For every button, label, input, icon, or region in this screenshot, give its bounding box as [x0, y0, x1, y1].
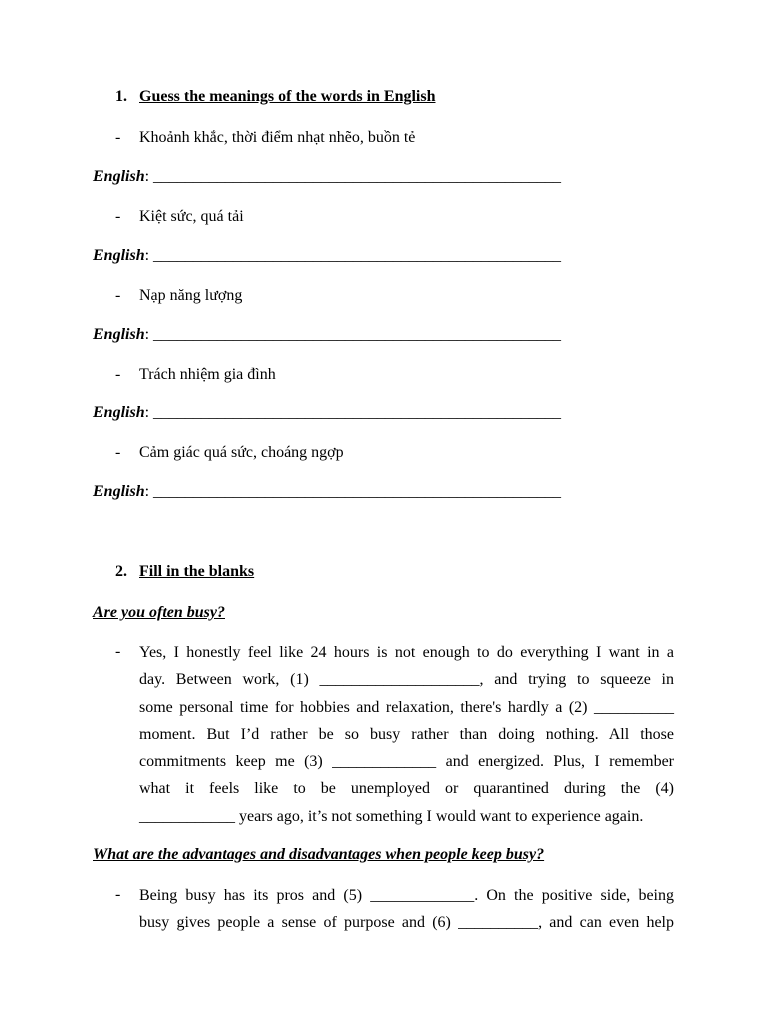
paragraph-line: ____________ years ago, it’s not something I would want to experience again. — [139, 807, 644, 825]
vocab-item-text: Cảm giác quá sức, choáng ngợp — [139, 444, 344, 461]
section-1-title: Guess the meanings of the words in English — [139, 88, 436, 105]
vocab-item-3 — [115, 287, 242, 305]
vocab-item-text: Nạp năng lượng — [139, 287, 243, 304]
vocab-item-5 — [115, 444, 344, 462]
answer-paragraph-2 — [139, 882, 674, 937]
paragraph-line: Being busy has its pros and (5) _____________. On the positive side, being — [139, 887, 674, 904]
answer-line-5 — [93, 483, 561, 501]
english-label: English — [93, 168, 145, 185]
question-2: What are the advantages and disadvantages when people keep busy? — [93, 846, 545, 863]
answer-line-2 — [93, 247, 561, 265]
paragraph-line: what it feels like to be unemployed or quarantined during the (4) — [139, 780, 674, 798]
bullet-dash: - — [115, 129, 121, 146]
paragraph-line: commitments keep me (3) _____________ and energized. Plus, I remember — [139, 753, 674, 771]
bullet-dash: - — [115, 886, 121, 903]
bullet-dash: - — [115, 366, 121, 383]
section-2-heading — [115, 563, 254, 581]
answer-line-3 — [93, 326, 561, 344]
english-label: English — [93, 404, 145, 421]
paragraph-line: some personal time for hobbies and relaxation, there's hardly a (2) __________ — [139, 698, 674, 716]
answer-blank: : ___________________________________________________ — [144, 404, 562, 421]
vocab-item-1 — [115, 129, 415, 147]
bullet-dash: - — [115, 643, 121, 660]
answer-line-4 — [93, 404, 561, 422]
paragraph-line: Yes, I honestly feel like 24 hours is not enough to do everything I want in a — [139, 644, 674, 661]
vocab-item-2 — [115, 208, 244, 226]
answer-blank: : ___________________________________________________ — [144, 168, 562, 185]
english-label: English — [93, 326, 145, 343]
section-1-heading — [115, 88, 436, 106]
section-2-number: 2. — [115, 563, 127, 580]
paragraph-line: day. Between work, (1) ____________________, and trying to squeeze in — [139, 671, 674, 689]
answer-blank: : ___________________________________________________ — [144, 326, 562, 343]
answer-blank: : ___________________________________________________ — [144, 247, 562, 264]
vocab-item-text: Khoảnh khắc, thời điểm nhạt nhẽo, buồn tẻ — [139, 129, 416, 146]
answer-paragraph-1 — [139, 639, 674, 830]
english-label: English — [93, 247, 145, 264]
answer-blank: : ___________________________________________________ — [144, 483, 562, 500]
question-1: Are you often busy? — [93, 604, 225, 621]
bullet-dash: - — [115, 287, 121, 304]
answer-line-1 — [93, 168, 561, 186]
vocab-item-text: Kiệt sức, quá tải — [139, 208, 244, 225]
english-label: English — [93, 483, 145, 500]
bullet-dash: - — [115, 208, 121, 225]
vocab-item-text: Trách nhiệm gia đình — [139, 366, 276, 383]
bullet-dash: - — [115, 444, 121, 461]
paragraph-line: moment. But I’d rather be so busy rather than doing nothing. All those — [139, 725, 674, 743]
section-2-title: Fill in the blanks — [139, 563, 255, 580]
section-1-number: 1. — [115, 88, 127, 105]
vocab-item-4 — [115, 366, 276, 384]
paragraph-line: busy gives people a sense of purpose and (6) __________, and can even help — [139, 914, 674, 932]
